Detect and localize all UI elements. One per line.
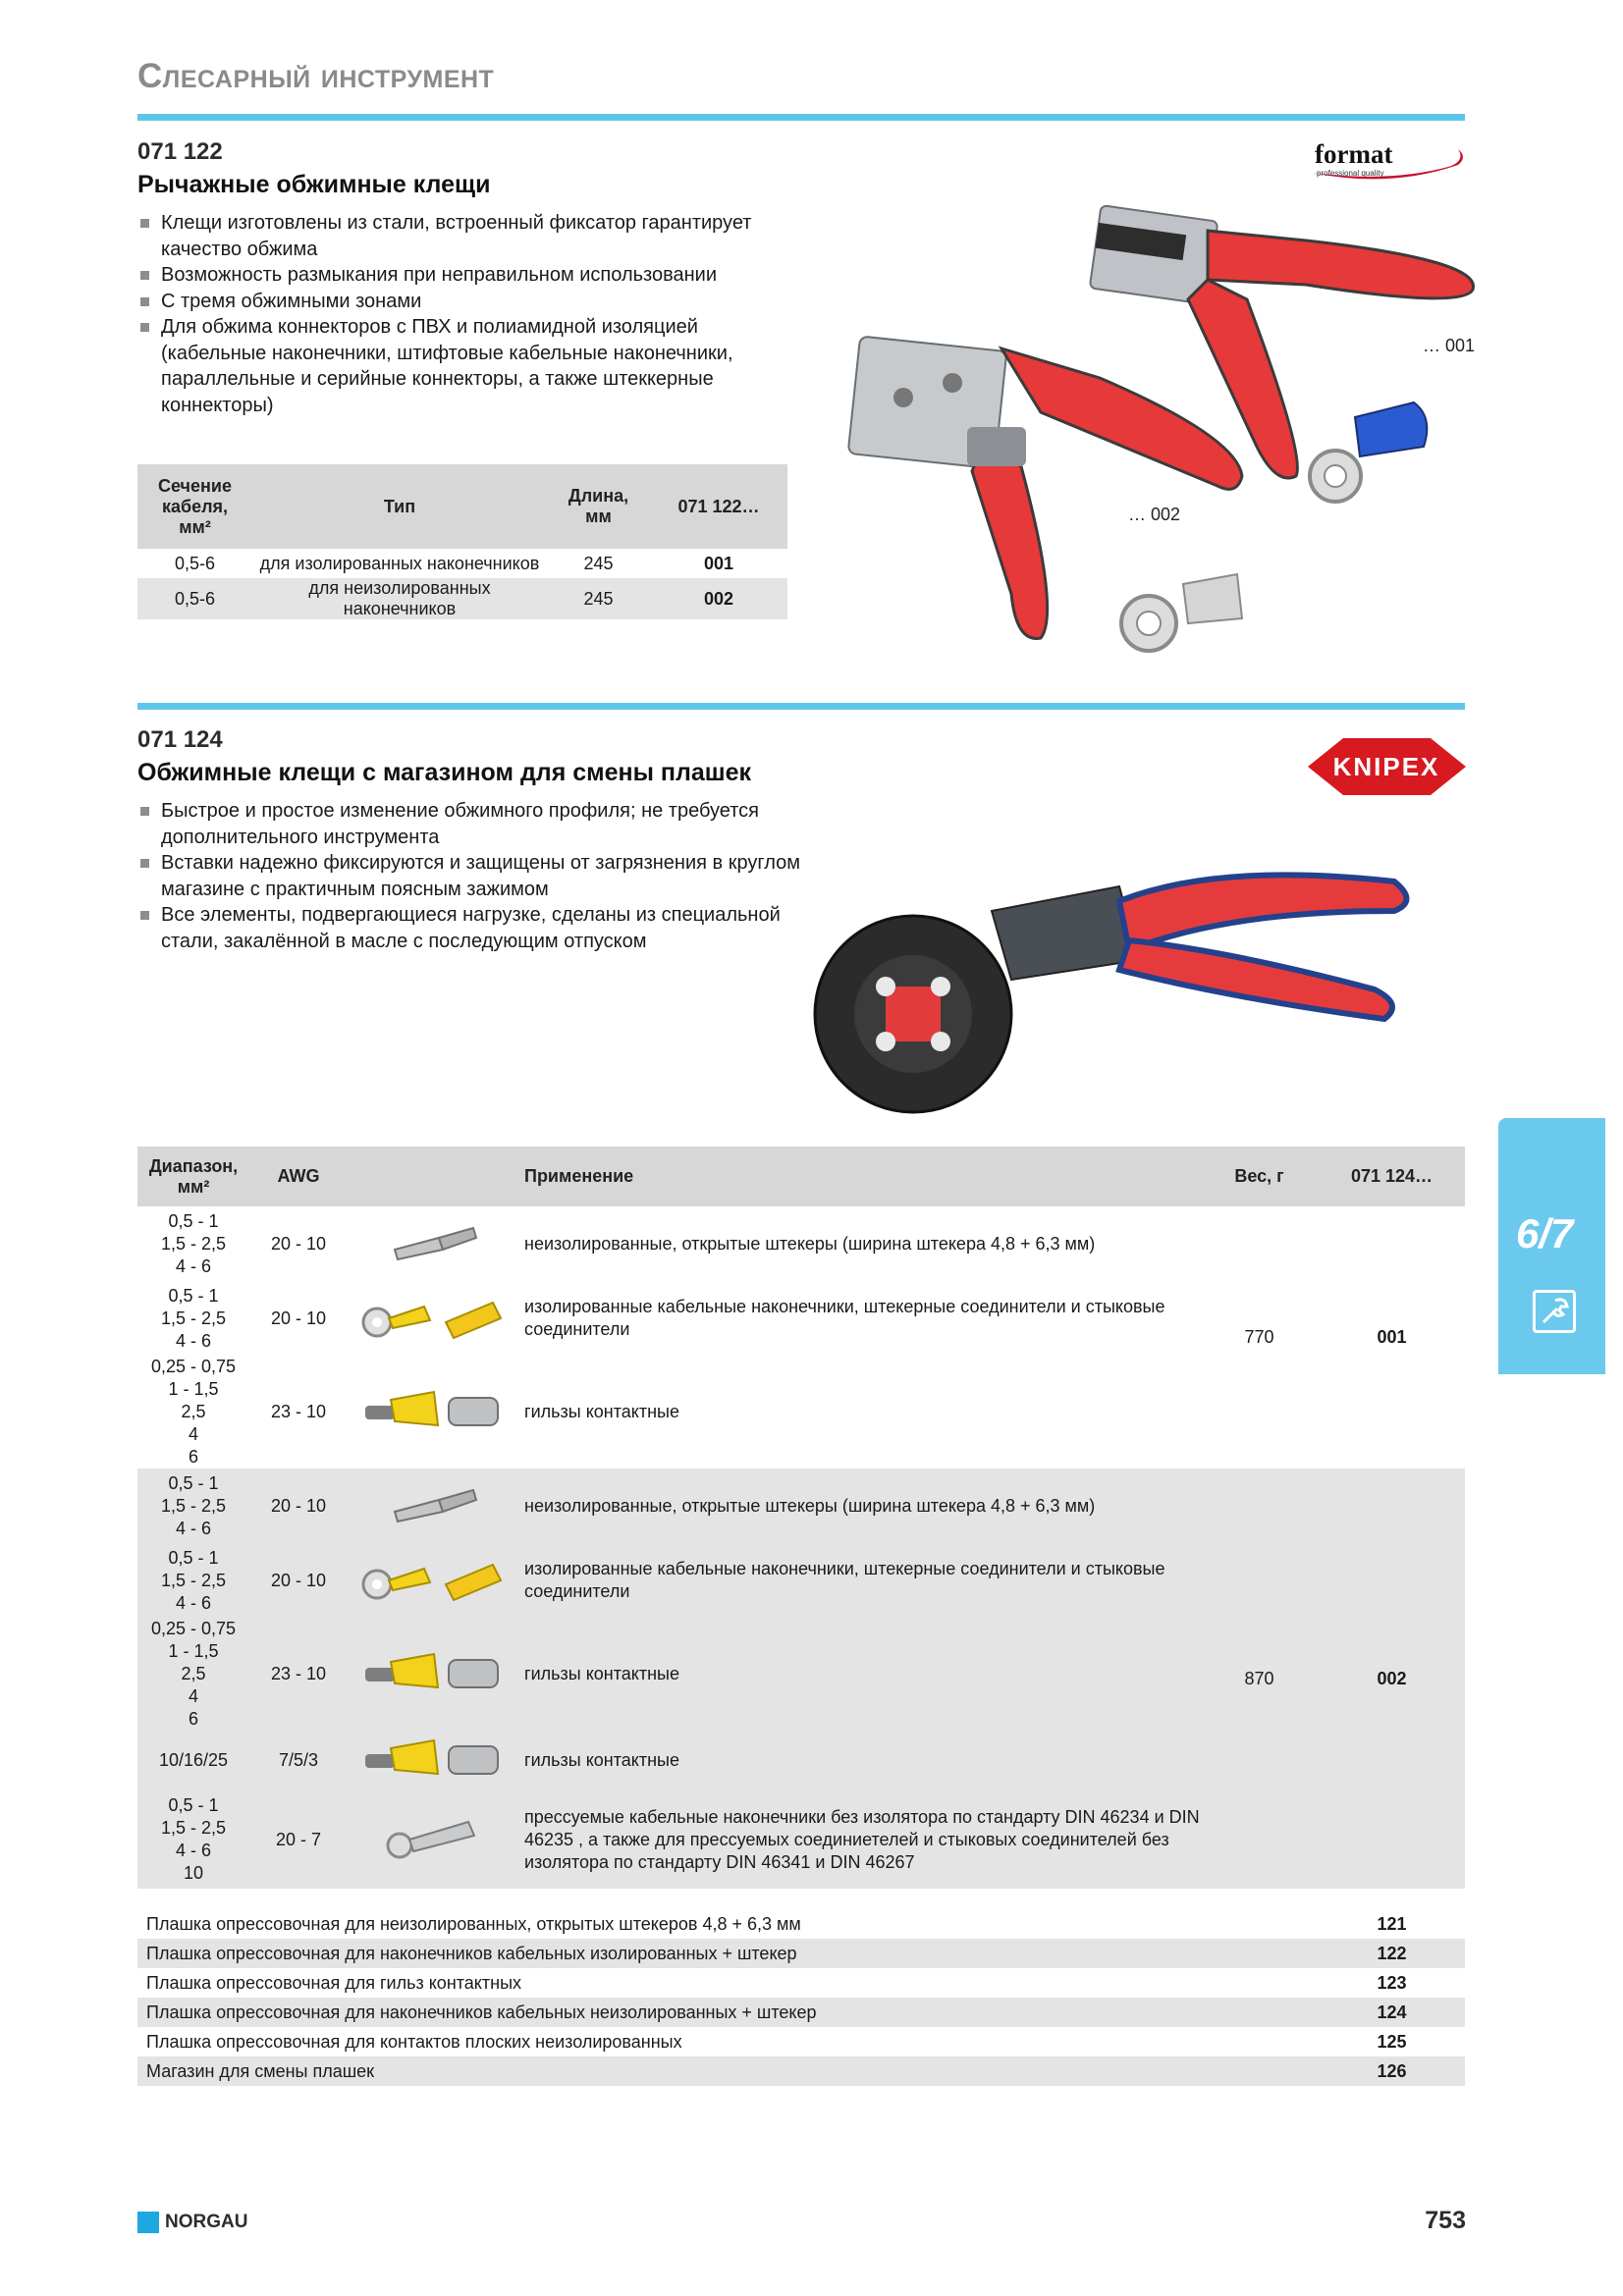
- feature-item: Возможность размыкания при неправильном использовании: [137, 262, 805, 289]
- knipex-logo: [1306, 734, 1468, 799]
- feature-item: Вставки надежно фиксируются и защищены от загрязнения в круглом магазине с практичным поясным зажимом: [137, 850, 825, 902]
- range-cell: 0,5 - 1 1,5 - 2,5 4 - 6: [137, 1543, 249, 1618]
- awg-cell: 20 - 10: [270, 1233, 327, 1254]
- awg-cell: 20 - 10: [249, 1543, 348, 1618]
- column-header: [348, 1147, 520, 1206]
- feature-list: [137, 210, 805, 418]
- column-header: 071 124…: [1319, 1147, 1465, 1206]
- accessory-name: Магазин для смены плашек: [137, 2056, 1319, 2086]
- column-header: Тип: [252, 464, 547, 549]
- column-header: AWG: [249, 1147, 348, 1206]
- range-cell: 0,5 - 1 1,5 - 2,5 4 - 6: [160, 1285, 227, 1351]
- application-cell: гильзы контактные: [520, 1618, 1200, 1731]
- article-code: 123: [1377, 1972, 1407, 1993]
- feature-list: [137, 798, 825, 954]
- accessory-name: Плашка опрессовочная для наконечников кабельных изолированных + штекер: [137, 1939, 1319, 1968]
- range-cell: 0,5 - 1 1,5 - 2,5 4 - 6 10: [137, 1790, 249, 1889]
- feature-item: Быстрое и простое изменение обжимного профиля; не требуется дополнительного инструмента: [137, 798, 825, 850]
- table-cell: 0,5-6: [137, 578, 252, 619]
- application-cell: неизолированные, открытые штекеры (ширина штекера 4,8 + 6,3 мм): [520, 1468, 1200, 1543]
- page-number: 753: [1425, 2207, 1466, 2234]
- table-cell: 0,5-6: [174, 553, 216, 573]
- table-row: [137, 578, 787, 619]
- ferrule-icon: [348, 1731, 520, 1790]
- ferrule-icon: [348, 1356, 520, 1468]
- brand-name: NORGAU: [165, 2212, 248, 2232]
- range-cell: 0,25 - 0,75 1 - 1,5 2,5 4 6: [150, 1357, 237, 1467]
- insulated-terminal-icon: [348, 1543, 520, 1618]
- article-code: 001: [1377, 1327, 1407, 1347]
- article-code: 126: [1319, 2056, 1465, 2086]
- article-code: 124: [1319, 1998, 1465, 2027]
- accessory-row: [137, 2056, 1465, 2086]
- feature-item: Для обжима коннекторов с ПВХ и полиамидной изоляцией (кабельные наконечники, штифтовые кабельные наконечники, параллельные и серийные коннекторы, а также штеккерные коннекторы): [137, 314, 805, 418]
- accessory-row: [137, 1939, 1465, 1968]
- article-code: 122: [1319, 1939, 1465, 1968]
- feature-item: С тремя обжимными зонами: [137, 289, 805, 315]
- application-cell: прессуемые кабельные наконечники без изолятора по стандарту DIN 46234 и DIN 46235 , а также для прессуемых соединиетелей и стыковых соединителей без изолятора по стандарту DIN 46341 и DIN 46267: [520, 1790, 1200, 1889]
- table-cell: для неизолированных наконечников: [252, 578, 547, 619]
- product1-table: [137, 464, 787, 619]
- accessory-row: [137, 1909, 1465, 1939]
- insulated-terminal-icon: [348, 1281, 520, 1356]
- accessory-row: [137, 1998, 1465, 2027]
- column-header: Сечение кабеля, мм²: [137, 464, 252, 549]
- application-cell: гильзы контактные: [520, 1731, 1200, 1790]
- column-header: Вес, г: [1200, 1147, 1319, 1206]
- weight-cell: 870: [1200, 1468, 1319, 1889]
- accessory-name: Плашка опрессовочная для контактов плоских неизолированных: [146, 2031, 682, 2052]
- product2-table: [137, 1147, 1465, 1889]
- table-cell: для изолированных наконечников: [259, 553, 540, 573]
- range-cell: 0,5 - 1 1,5 - 2,5 4 - 6: [137, 1468, 249, 1543]
- table-cell: 245: [583, 553, 614, 573]
- weight-cell: 770: [1244, 1327, 1274, 1347]
- svg-text:KNIPEX: KNIPEX: [1332, 752, 1440, 781]
- article-code: 121: [1377, 1913, 1407, 1934]
- application-cell: неизолированные, открытые штекеры (ширина штекера 4,8 + 6,3 мм): [524, 1233, 1096, 1254]
- accessory-name: Плашка опрессовочная для неизолированных, открытых штекеров 4,8 + 6,3 мм: [146, 1913, 801, 1934]
- callout-label: … 002: [1128, 505, 1181, 524]
- flat-terminal-icon: [348, 1206, 520, 1281]
- awg-cell: 20 - 7: [249, 1790, 348, 1889]
- range-cell: 10/16/25: [137, 1731, 249, 1790]
- awg-cell: 20 - 10: [270, 1308, 327, 1328]
- accessory-row: [137, 1968, 1465, 1998]
- product-title: Обжимные клещи с магазином для смены плашек: [137, 759, 752, 786]
- svg-text:professional quality: professional quality: [1317, 169, 1384, 178]
- magazine-crimper-image: [805, 842, 1434, 1117]
- accessory-row: [137, 2027, 1465, 2056]
- brand-square-icon: [137, 2212, 159, 2233]
- table-row: [137, 1468, 1465, 1543]
- section-rule: [137, 703, 1465, 710]
- article-code: 001: [703, 553, 734, 573]
- wrench-icon: [1533, 1290, 1576, 1333]
- product-code: 071 124: [137, 726, 223, 753]
- feature-item: Клещи изготовлены из стали, встроенный фиксатор гарантирует качество обжима: [137, 210, 805, 262]
- accessories-table: [137, 1909, 1465, 2086]
- awg-cell: 23 - 10: [270, 1402, 327, 1421]
- format-logo: [1311, 139, 1468, 183]
- range-cell: 0,25 - 0,75 1 - 1,5 2,5 4 6: [137, 1618, 249, 1731]
- column-header: Длина, мм: [547, 464, 650, 549]
- range-cell: 0,5 - 1 1,5 - 2,5 4 - 6: [160, 1210, 227, 1276]
- application-cell: гильзы контактные: [524, 1402, 679, 1421]
- section-tab[interactable]: [1498, 1118, 1605, 1374]
- feature-item: Все элементы, подвергающиеся нагрузке, сделаны из специальной стали, закалённой в масле с последующим отпуском: [137, 902, 825, 954]
- section-number: 6/7: [1516, 1210, 1574, 1256]
- table-cell: 245: [547, 578, 650, 619]
- awg-cell: 20 - 10: [249, 1468, 348, 1543]
- flat-terminal-icon: [348, 1468, 520, 1543]
- product-title: Рычажные обжимные клещи: [137, 171, 491, 198]
- tube-lug-icon: [348, 1790, 520, 1889]
- column-header: 071 122…: [650, 464, 787, 549]
- accessory-name: Плашка опрессовочная для наконечников кабельных неизолированных + штекер: [137, 1998, 1319, 2027]
- product-code: 071 122: [137, 138, 223, 165]
- page-title: Слесарный инструмент: [137, 57, 495, 95]
- article-code: 002: [650, 578, 787, 619]
- article-code: 125: [1377, 2031, 1407, 2052]
- awg-cell: 7/5/3: [249, 1731, 348, 1790]
- norgau-logo: [137, 2212, 247, 2233]
- crimping-pliers-image: [844, 201, 1492, 663]
- svg-text:format: format: [1315, 139, 1393, 169]
- accessory-name: Плашка опрессовочная для гильз контактных: [146, 1972, 522, 1993]
- header-rule: [137, 114, 1465, 121]
- column-header: Применение: [520, 1147, 1200, 1206]
- callout-label: … 001: [1423, 336, 1476, 355]
- column-header: Диапазон, мм²: [137, 1147, 249, 1206]
- application-cell: изолированные кабельные наконечники, штекерные соединители и стыковые соединители: [524, 1297, 1165, 1339]
- awg-cell: 23 - 10: [249, 1618, 348, 1731]
- application-cell: изолированные кабельные наконечники, штекерные соединители и стыковые соединители: [520, 1543, 1200, 1618]
- table-row: [137, 549, 787, 578]
- ferrule-icon: [348, 1618, 520, 1731]
- article-code: 002: [1319, 1468, 1465, 1889]
- table-row: [137, 1206, 1465, 1281]
